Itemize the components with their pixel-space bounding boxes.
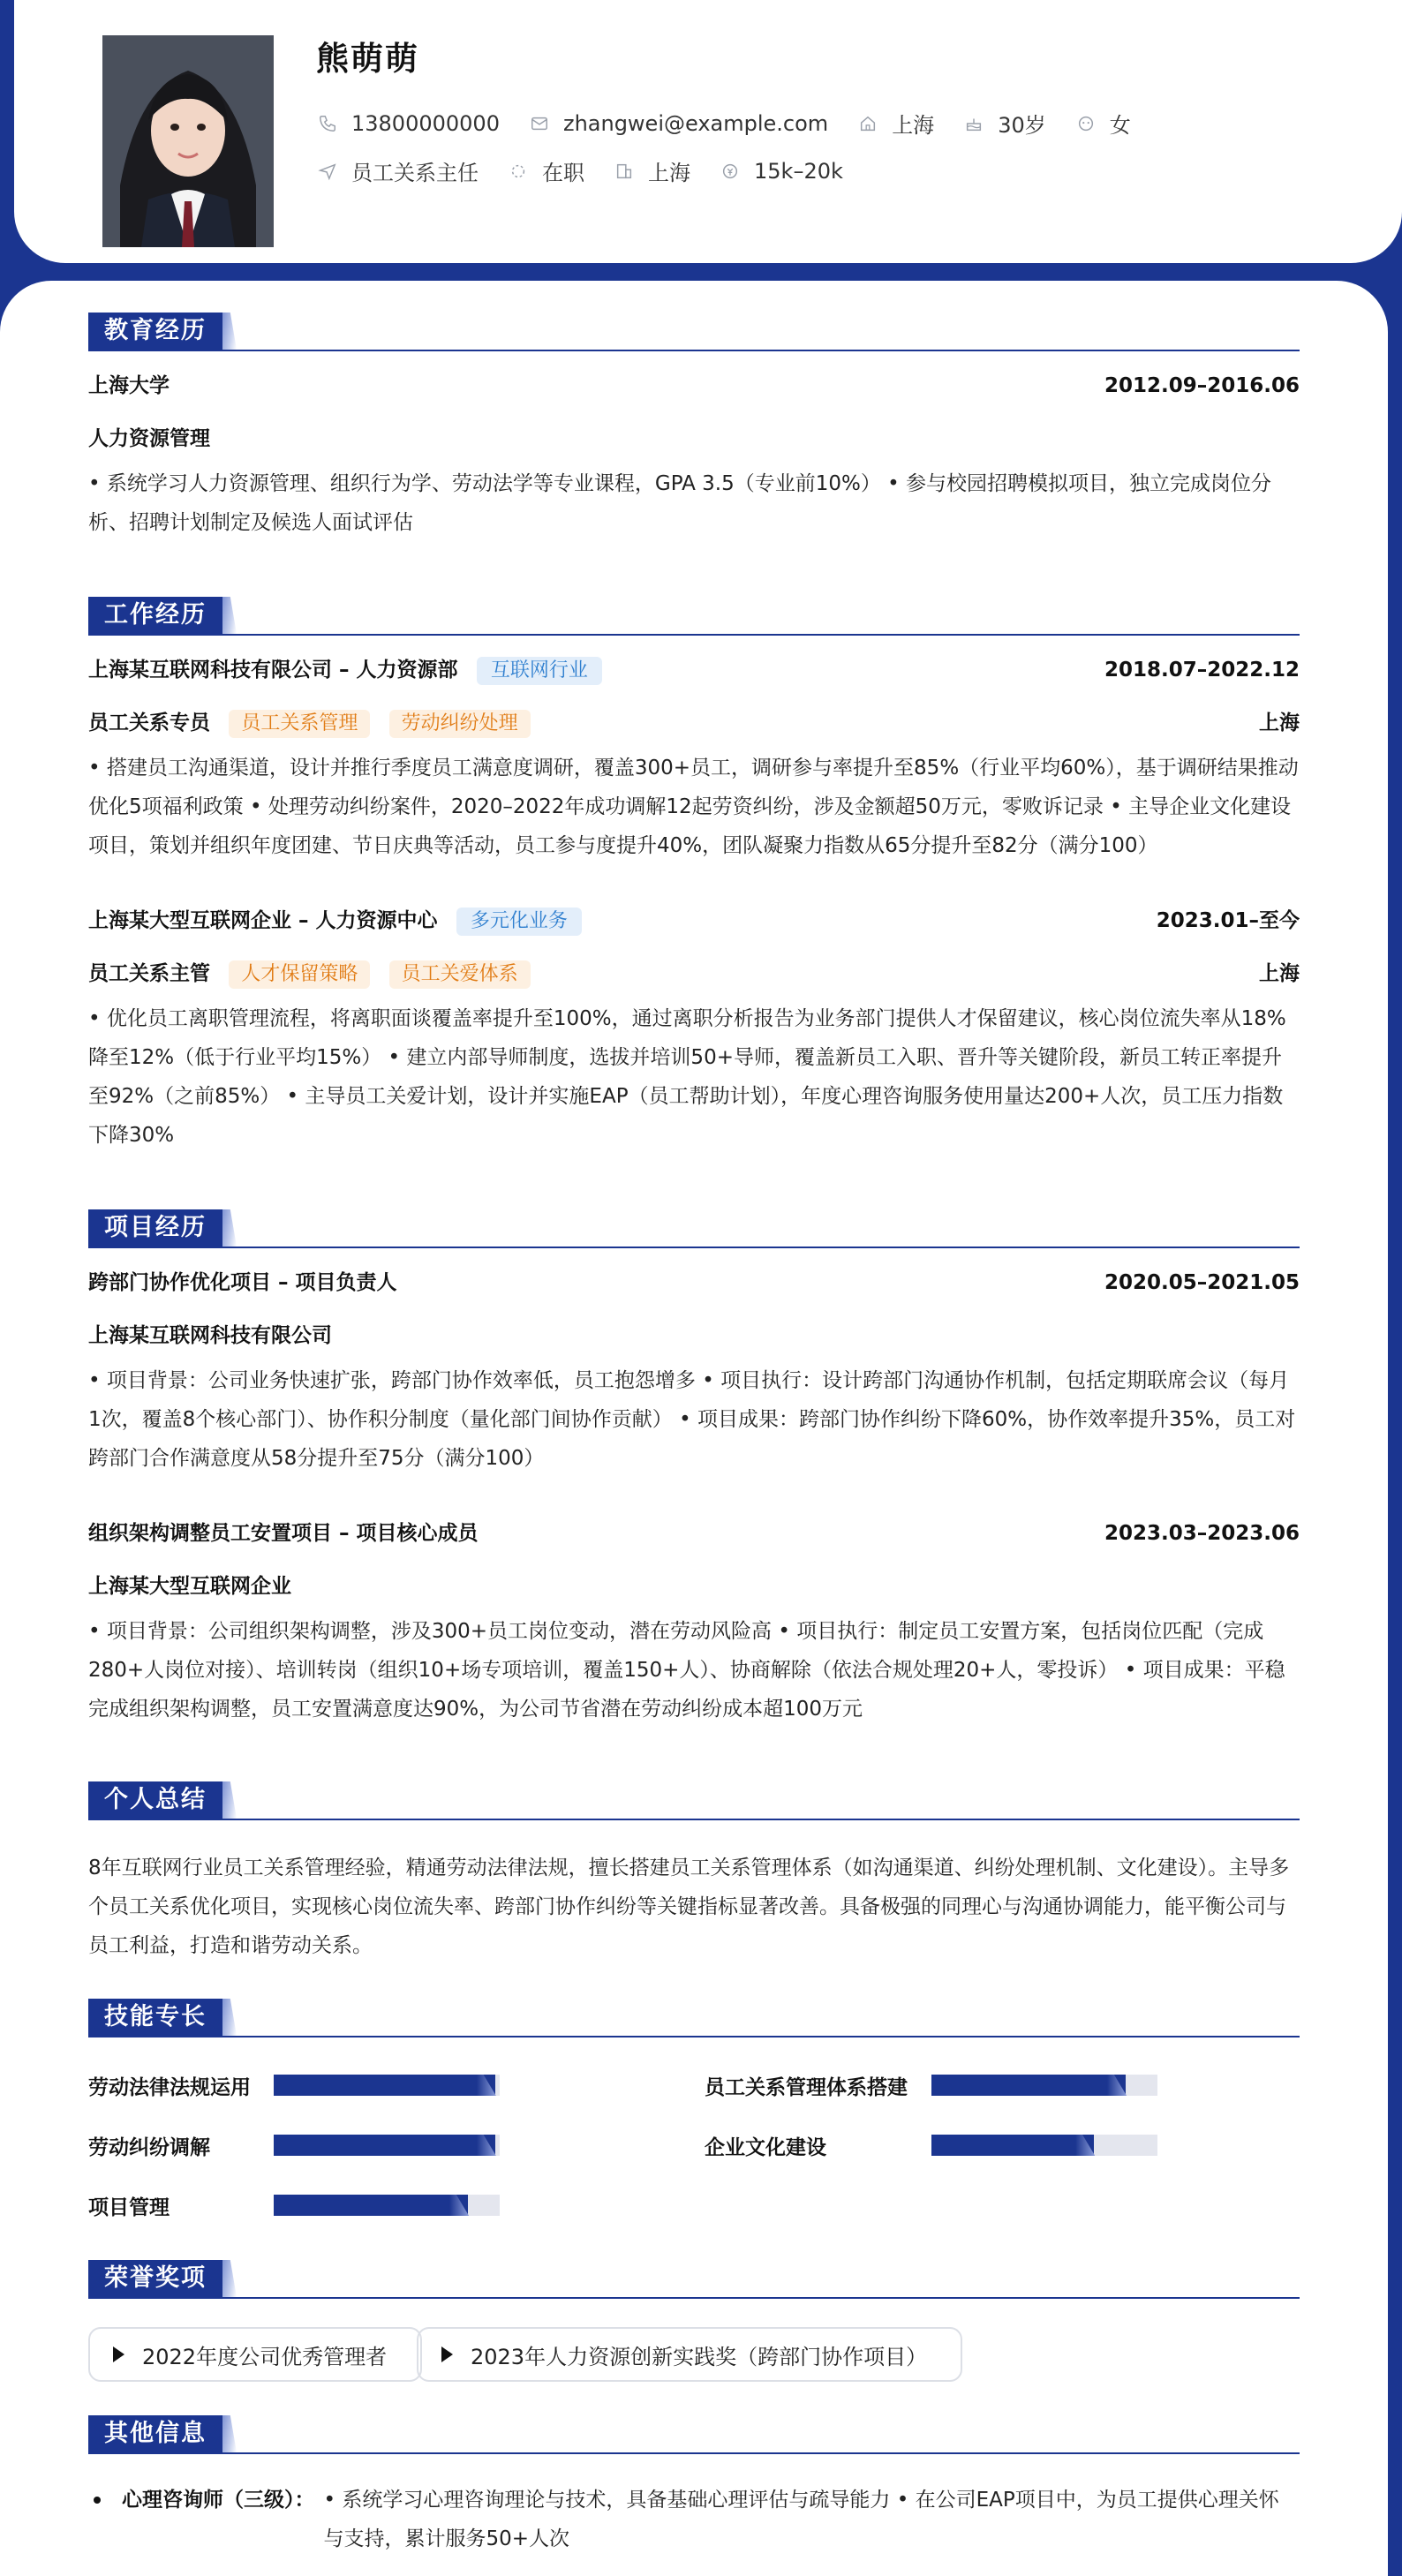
location-item	[858, 108, 934, 139]
work-role-row	[88, 960, 1300, 989]
salary-text: 15k–20k	[754, 158, 843, 184]
section-title-text: 个人总结	[88, 1781, 222, 1819]
phone-item	[318, 111, 500, 136]
projects-section	[88, 1209, 1300, 1721]
skill-bar-fill	[274, 2135, 495, 2156]
other-item	[88, 2481, 1300, 2558]
money-icon	[720, 162, 740, 181]
work-city: 上海	[1259, 712, 1300, 734]
skill-tag: 员工关爱体系	[389, 960, 531, 989]
contact-row	[318, 108, 1161, 139]
award-text: 2022年度公司优秀管理者	[142, 2344, 388, 2369]
skill-bar-fill	[274, 2195, 468, 2216]
skill-name: 劳动法律法规运用	[88, 2076, 251, 2099]
send-icon	[318, 162, 337, 181]
skill-bar-fill	[931, 2135, 1094, 2156]
resume-header	[14, 0, 1402, 263]
role-name: 员工关系专员	[88, 712, 210, 734]
section-title-text: 荣誉奖项	[88, 2260, 222, 2297]
phone-text: 13800000000	[351, 110, 500, 136]
target-city-text: 上海	[648, 161, 690, 185]
school-name: 上海大学	[88, 374, 170, 397]
section-title-text: 项目经历	[88, 1209, 222, 1247]
project-description: • 项目背景：公司业务快速扩张，跨部门协作效率低，员工抱怨增多 • 项目执行：设计跨部门沟通协作机制，包括定期联席会议（每月1次，覆盖8个核心部门）、协作积分制度（量化部门间协作贡献） • 项目成果：跨部门协作纠纷下降60%，协作效率提升35%，员工对跨部门合作满意度从58分提升至75分（满分100）	[88, 1369, 1296, 1470]
work-company-row	[88, 657, 1300, 685]
industry-tag: 互联网行业	[477, 657, 602, 685]
project-title: 跨部门协作优化项目 – 项目负责人	[88, 1271, 397, 1294]
status-text: 在职	[542, 161, 584, 185]
work-period: 2018.07–2022.12	[1104, 659, 1300, 682]
major-row	[88, 426, 1300, 452]
building-icon	[614, 162, 634, 181]
company-name: 上海某大型互联网企业 – 人力资源中心	[88, 909, 438, 932]
skill-bar	[274, 2135, 500, 2156]
skill-name: 项目管理	[88, 2196, 170, 2219]
home-icon	[858, 114, 878, 133]
work-period: 2023.01–至今	[1156, 909, 1300, 932]
section-title	[88, 597, 1300, 636]
gender-text: 女	[1109, 113, 1131, 138]
section-title-text: 教育经历	[88, 313, 222, 350]
award-chip	[417, 2327, 962, 2382]
work-description: • 搭建员工沟通渠道，设计并推行季度员工满意度调研，覆盖300+员工，调研参与率提升至85%（行业平均60%），基于调研结果推动优化5项福利政策 • 处理劳动纠纷案件，2020–2022年成功调解12起劳资纠纷，涉及金额超50万元，零败诉记录 • 主导企业文化建设项目，策划并组织年度团建、节日庆典等活动，员工参与度提升40%，团队凝聚力指数从65分提升至82分（满分100）	[88, 757, 1299, 857]
email-text: zhangwei@example.com	[562, 110, 829, 136]
skill-name: 员工关系管理体系搭建	[705, 2076, 908, 2099]
section-title	[88, 2415, 1300, 2454]
summary-section	[88, 1781, 1300, 1957]
phone-icon	[318, 114, 337, 133]
work-role-row	[88, 710, 1300, 738]
cake-icon	[964, 114, 984, 133]
section-title-text: 其他信息	[88, 2415, 222, 2452]
other-text: • 系统学习心理咨询理论与技术，具备基础心理评估与疏导能力 • 在公司EAP项目中，为员工提供心理关怀与支持，累计服务50+人次	[323, 2489, 1279, 2550]
candidate-name: 熊萌萌	[316, 40, 419, 78]
project-row	[88, 1269, 1300, 1296]
salary-item	[720, 159, 843, 184]
project-period: 2020.05–2021.05	[1104, 1271, 1300, 1294]
section-title-text: 技能专长	[88, 1999, 222, 2036]
skill-bar	[931, 2075, 1157, 2096]
bullet-dot-icon	[94, 2497, 101, 2504]
industry-tag: 多元化业务	[456, 908, 582, 936]
company-name: 上海某互联网科技有限公司 – 人力资源部	[88, 659, 458, 682]
skill-name: 企业文化建设	[705, 2136, 826, 2159]
play-triangle-icon	[113, 2346, 124, 2362]
age-text: 30岁	[998, 113, 1046, 138]
education-row	[88, 373, 1300, 399]
avatar	[102, 35, 274, 247]
mail-icon	[530, 114, 549, 133]
skill-tag: 劳动纠纷处理	[389, 710, 531, 738]
skill-name: 劳动纠纷调解	[88, 2136, 210, 2159]
section-title-text: 工作经历	[88, 597, 222, 634]
award-text: 2023年人力资源创新实践奖（跨部门协作项目）	[471, 2344, 928, 2369]
project-description: • 项目背景：公司组织架构调整，涉及300+员工岗位变动，潜在劳动风险高 • 项目执行：制定员工安置方案，包括岗位匹配（完成280+人岗位对接）、培训转岗（组织10+场专项培训，覆盖150+人）、协商解除（依法合规处理20+人，零投诉） • 项目成果：平稳完成组织架构调整，员工安置满意度达90%，为公司节省潜在劳动纠纷成本超100万元	[88, 1620, 1285, 1721]
skill-tag: 员工关系管理	[229, 710, 370, 738]
education-section	[88, 313, 1300, 534]
age-item	[964, 108, 1046, 139]
major-name: 人力资源管理	[88, 427, 210, 450]
awards-section	[88, 2260, 1300, 2369]
avatar-photo-icon	[102, 35, 274, 247]
skill-bar	[931, 2135, 1157, 2156]
section-title	[88, 1781, 1300, 1820]
award-chip	[88, 2327, 422, 2382]
job-intention-row	[318, 155, 873, 186]
project-org: 上海某大型互联网企业	[88, 1575, 291, 1598]
skill-bar	[274, 2195, 500, 2216]
work-description: • 优化员工离职管理流程，将离职面谈覆盖率提升至100%，通过离职分析报告为业务部门提供人才保留建议，核心岗位流失率从18%降至12%（低于行业平均15%） • 建立内部导师制度，选拔并培训50+导师，覆盖新员工入职、晋升等关键阶段，新员工转正率提升至92%（之前85%） • 主导员工关爱计划，设计并实施EAP（员工帮助计划），年度心理咨询服务使用量达200+人次，员工压力指数下降30%	[88, 1007, 1286, 1147]
section-title	[88, 313, 1300, 351]
project-row	[88, 1520, 1300, 1547]
section-title	[88, 2260, 1300, 2299]
education-period: 2012.09–2016.06	[1104, 374, 1300, 397]
work-city: 上海	[1259, 962, 1300, 985]
other-label: 心理咨询师（三级）：	[122, 2489, 315, 2512]
skill-tag: 人才保留策略	[229, 960, 370, 989]
project-period: 2023.03–2023.06	[1104, 1522, 1300, 1545]
location-text: 上海	[892, 113, 935, 138]
work-section	[88, 597, 1300, 1147]
email-item	[530, 111, 828, 136]
other-section	[88, 2415, 1300, 2550]
target-position-item	[318, 155, 479, 186]
status-icon	[509, 162, 528, 181]
work-company-row	[88, 908, 1300, 936]
role-name: 员工关系主管	[88, 962, 210, 985]
section-title	[88, 1999, 1300, 2037]
project-title: 组织架构调整员工安置项目 – 项目核心成员	[88, 1522, 479, 1545]
resume-body	[0, 281, 1388, 2576]
gender-icon	[1076, 114, 1096, 133]
status-item	[509, 155, 584, 186]
summary-text: 8年互联网行业员工关系管理经验，精通劳动法律法规，擅长搭建员工关系管理体系（如沟通渠道、纠纷处理机制、文化建设）。主导多个员工关系优化项目，实现核心岗位流失率、跨部门协作纠纷等关键指标显著改善。具备极强的同理心与沟通协调能力，能平衡公司与员工利益，打造和谐劳动关系。	[88, 1857, 1290, 1957]
play-triangle-icon	[441, 2346, 453, 2362]
target-city-item	[614, 155, 690, 186]
skills-section	[88, 1999, 1300, 2219]
education-description: • 系统学习人力资源管理、组织行为学、劳动法学等专业课程，GPA 3.5（专业前10%） • 参与校园招聘模拟项目，独立完成岗位分析、招聘计划制定及候选人面试评估	[88, 472, 1272, 534]
section-title	[88, 1209, 1300, 1248]
skill-bar-fill	[931, 2075, 1126, 2096]
gender-item	[1076, 108, 1131, 139]
target-position-text: 员工关系主任	[351, 161, 479, 185]
project-org-row	[88, 1573, 1300, 1600]
skill-bar	[274, 2075, 500, 2096]
skill-bar-fill	[274, 2075, 495, 2096]
project-org: 上海某互联网科技有限公司	[88, 1324, 332, 1347]
project-org-row	[88, 1322, 1300, 1349]
awards-list	[88, 2327, 1300, 2384]
